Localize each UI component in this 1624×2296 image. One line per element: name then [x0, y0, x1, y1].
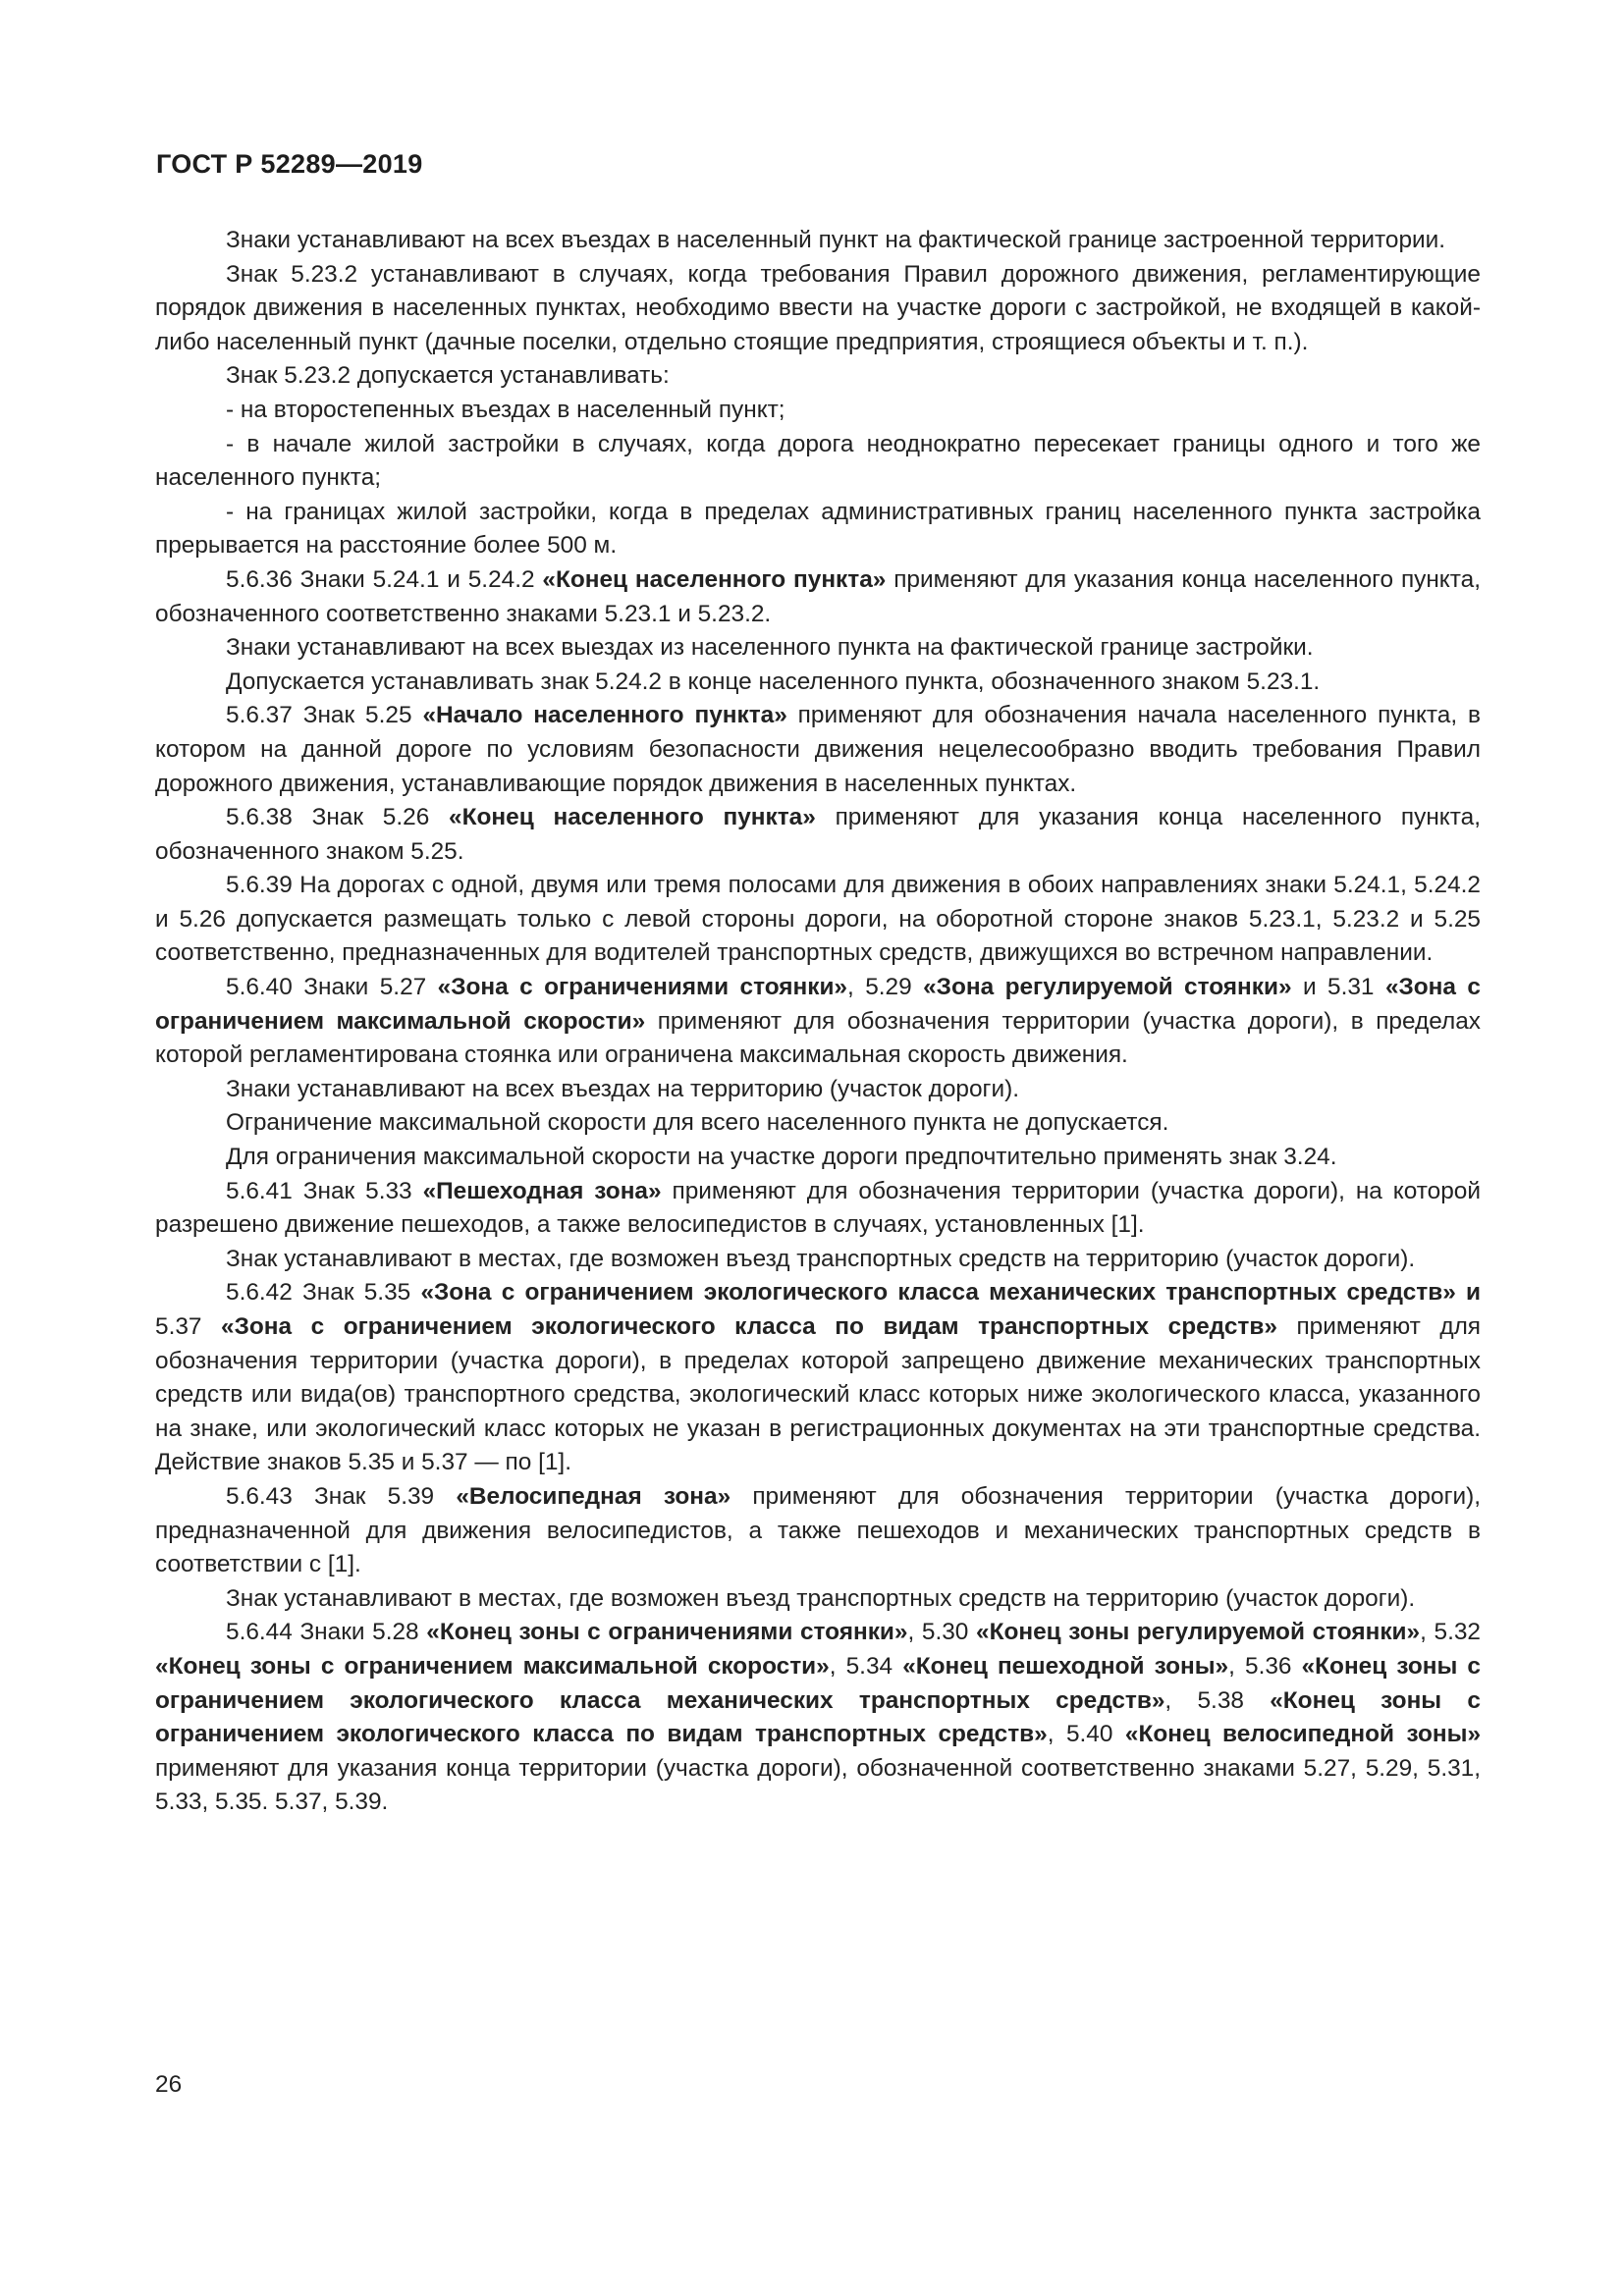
bold-sign-name: «Конец населенного пункта» — [542, 565, 887, 593]
text-run: применяют для указания конца населенного пункта, обозначенного знаком 5.25. — [155, 804, 1481, 865]
paragraph — [155, 1175, 1481, 1243]
bold-sign-name: «Зона с ограничениями стоянки» — [437, 974, 847, 1001]
paragraph — [155, 1616, 1481, 1820]
paragraph — [155, 428, 1481, 496]
text-run: Ограничение максимальной скорости для всего населенного пункта не допускается. — [226, 1109, 1169, 1137]
bold-sign-name: «Начало населенного пункта» — [422, 702, 787, 729]
text-run: Знаки устанавливают на всех въездах на территорию (участок дороги). — [226, 1075, 1019, 1102]
text-run: 5.6.37 Знак 5.25 — [226, 702, 423, 729]
paragraph — [155, 563, 1481, 631]
text-run: , 5.38 — [1164, 1686, 1271, 1714]
document-header: ГОСТ Р 52289—2019 — [156, 149, 423, 179]
page-number: 26 — [155, 2071, 183, 2098]
paragraph — [155, 1073, 1481, 1107]
bold-sign-name: «Конец населенного пункта» — [449, 804, 816, 831]
paragraph — [155, 699, 1481, 801]
text-run: 5.6.42 Знак 5.35 — [226, 1279, 421, 1307]
bold-sign-name: «Зона с ограничением экологического класса по видам транспортных средств» — [221, 1313, 1277, 1340]
paragraph — [155, 869, 1481, 971]
text-run: Знак 5.23.2 допускается устанавливать: — [226, 362, 670, 390]
bold-sign-name: «Велосипедная зона» — [456, 1482, 731, 1510]
text-run: применяют для обозначения территории (участка дороги), предназначенной для движения велосипедистов, а также пешеходов и механических транспортных средств в соответствии с [1]. — [155, 1482, 1481, 1578]
text-run: , 5.34 — [829, 1652, 903, 1680]
text-run: Знак устанавливают в местах, где возможен въезд транспортных средств на территорию (участок дороги). — [226, 1245, 1416, 1272]
text-run: Знак 5.23.2 устанавливают в случаях, когда требования Правил дорожного движения, регламентирующие порядок движения в населенных пунктах, необходимо ввести на участке дороги с застройкой, не входящей в какой-либо населенный пункт (дачные поселки, отдельно стоящие предприятия, строящиеся объекты и т. п.). — [155, 260, 1481, 355]
document-body — [155, 224, 1481, 1820]
text-run: применяют для обозначения территории (участка дороги), на которой разрешено движение пешеходов, а также велосипедистов в случаях, установленных [1]. — [155, 1177, 1481, 1239]
text-run: 5.6.38 Знак 5.26 — [226, 804, 450, 831]
paragraph — [155, 496, 1481, 563]
bold-sign-name: «Конец зоны с ограничением максимальной скорости» — [155, 1652, 830, 1680]
text-run: 5.6.40 Знаки 5.27 — [226, 974, 438, 1001]
text-run: 5.6.43 Знак 5.39 — [226, 1482, 457, 1510]
paragraph — [155, 224, 1481, 258]
text-run: и 5.31 — [1291, 974, 1385, 1001]
text-run: , 5.29 — [847, 974, 924, 1001]
paragraph — [155, 1276, 1481, 1480]
text-run: - в начале жилой застройки в случаях, когда дорога неоднократно пересекает границы одного и того же населенного пункта; — [155, 430, 1481, 492]
text-run: 5.37 — [155, 1313, 222, 1340]
paragraph — [155, 971, 1481, 1073]
text-run: 5.6.44 Знаки 5.28 — [226, 1619, 427, 1646]
text-run: 5.6.36 Знаки 5.24.1 и 5.24.2 — [226, 565, 543, 593]
paragraph — [155, 1106, 1481, 1141]
bold-sign-name: «Конец пешеходной зоны» — [902, 1652, 1229, 1680]
paragraph — [155, 666, 1481, 700]
bold-sign-name: «Зона с ограничением максимальной скорости» — [155, 974, 1481, 1035]
text-run: , 5.32 — [1420, 1619, 1481, 1646]
bold-sign-name: «Зона с ограничением экологического класса механических транспортных средств» и — [420, 1279, 1481, 1307]
text-run: Знаки устанавливают на всех выездах из населенного пункта на фактической границе застройки. — [226, 634, 1314, 662]
text-run: Знак устанавливают в местах, где возможен въезд транспортных средств на территорию (участок дороги). — [226, 1584, 1416, 1612]
paragraph — [155, 631, 1481, 666]
paragraph — [155, 1582, 1481, 1617]
text-run: применяют для указания конца населенного пункта, обозначенного соответственно знаками 5.23.1 и 5.23.2. — [155, 565, 1481, 627]
paragraph — [155, 1141, 1481, 1175]
bold-sign-name: «Конец зоны регулируемой стоянки» — [976, 1619, 1421, 1646]
bold-sign-name: «Пешеходная зона» — [422, 1177, 662, 1204]
text-run: , 5.36 — [1228, 1652, 1302, 1680]
text-run: применяют для указания конца территории (участка дороги), обозначенной соответственно знаками 5.27, 5.29, 5.31, 5.33, 5.35. 5.37, 5.39. — [155, 1754, 1481, 1816]
text-run: Допускается устанавливать знак 5.24.2 в конце населенного пункта, обозначенного знаком 5.23.1. — [226, 667, 1321, 695]
text-run: применяют для обозначения территории (участка дороги), в пределах которой запрещено движение механических транспортных средств или вида(ов) транспортного средства, экологический класс которых ниже экологического класса, указанного на знаке, или экологический класс которых не указан в регистрационных документах на эти транспортные средства. Действие знаков 5.35 и 5.37 — по [1]. — [155, 1313, 1482, 1476]
text-run: , 5.30 — [907, 1619, 977, 1646]
text-run: Для ограничения максимальной скорости на участке дороги предпочтительно применять знак 3.24. — [226, 1144, 1337, 1171]
paragraph — [155, 801, 1481, 869]
bold-sign-name: «Конец зоны с ограничением экологического класса по видам транспортных средств» — [155, 1686, 1481, 1748]
text-run: применяют для обозначения территории (участка дороги), в пределах которой регламентирована стоянка или ограничена максимальная скорость движения. — [155, 1007, 1482, 1069]
paragraph — [155, 1243, 1481, 1277]
text-run: 5.6.41 Знак 5.33 — [226, 1177, 423, 1204]
bold-sign-name: «Конец зоны с ограничением экологического класса механических транспортных средств» — [155, 1652, 1481, 1714]
bold-sign-name: «Зона регулируемой стоянки» — [923, 974, 1292, 1001]
bold-sign-name: «Конец велосипедной зоны» — [1124, 1721, 1482, 1748]
paragraph — [155, 394, 1481, 428]
text-run: - на границах жилой застройки, когда в пределах административных границ населенного пункта застройка прерывается на расстояние более 500 м. — [155, 498, 1481, 560]
text-run: - на второстепенных въездах в населенный пункт; — [226, 396, 785, 423]
bold-sign-name: «Конец зоны с ограничениями стоянки» — [426, 1619, 908, 1646]
text-run: применяют для обозначения начала населенного пункта, в котором на данной дороге по условиям безопасности движения нецелесообразно вводить требования Правил дорожного движения, устанавливающие порядок движения в населенных пунктах. — [155, 702, 1481, 797]
paragraph — [155, 359, 1481, 394]
paragraph — [155, 258, 1481, 360]
paragraph — [155, 1480, 1481, 1582]
text-run: , 5.40 — [1047, 1721, 1125, 1748]
text-run: Знаки устанавливают на всех въездах в населенный пункт на фактической границе застроенной территории. — [226, 227, 1446, 253]
text-run: 5.6.39 На дорогах с одной, двумя или тремя полосами для движения в обоих направлениях знаки 5.24.1, 5.24.2 и 5.26 допускается размещать только с левой стороны дороги, на оборотной стороне знаков 5.23.1, 5.23.2 и 5.25 соответственно, предназначенных для водителей транспортных средств, движущихся во встречном направлении. — [155, 872, 1481, 967]
